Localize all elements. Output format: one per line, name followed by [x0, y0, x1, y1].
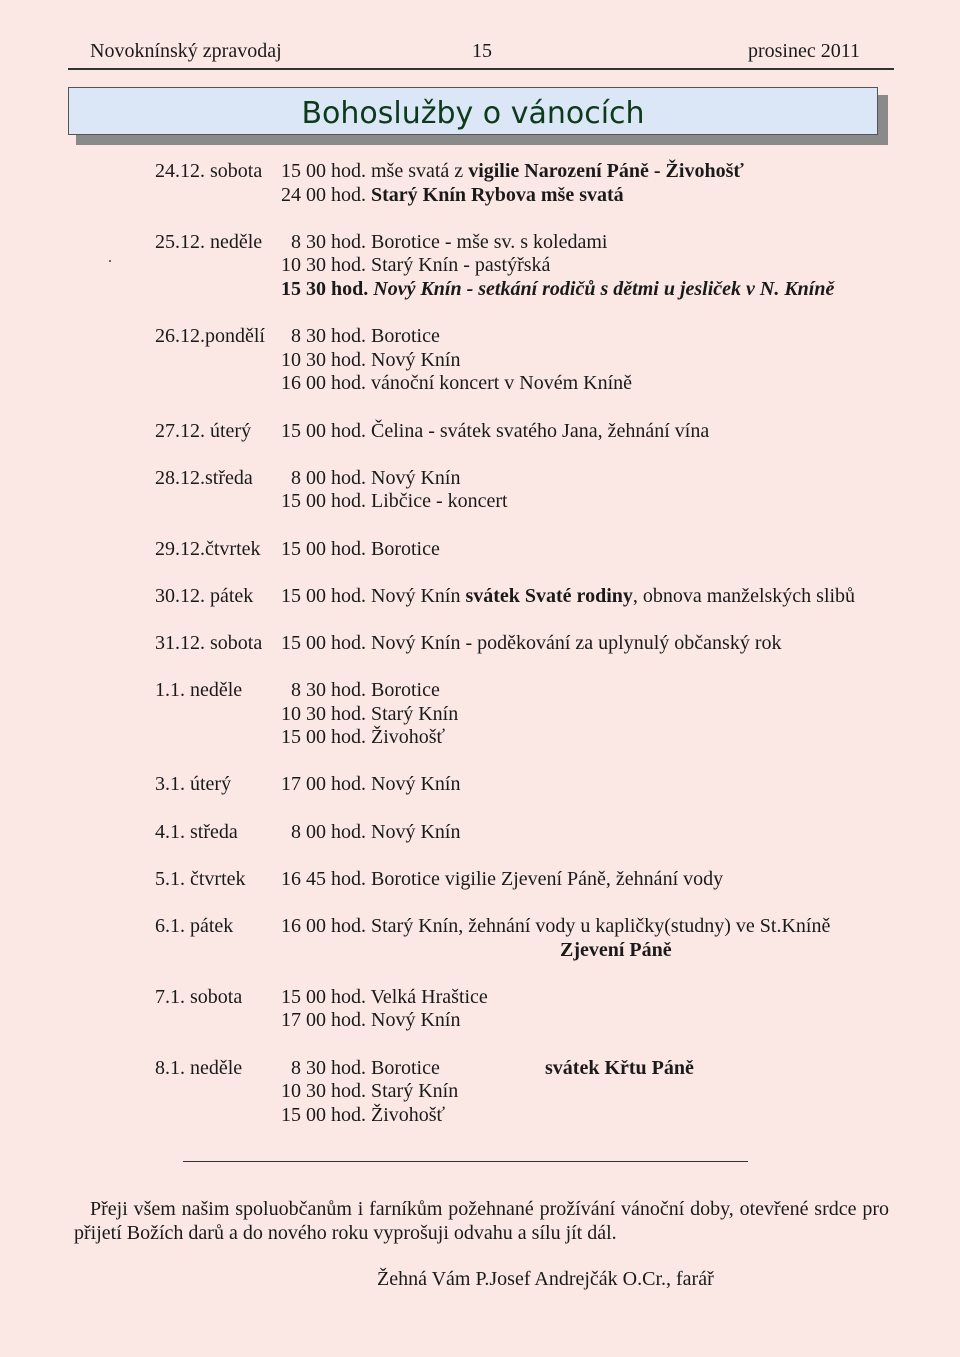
- schedule-line: [155, 1080, 915, 1104]
- schedule-day: [155, 467, 915, 514]
- entry-text: 8 00 hod. Nový Knín: [291, 820, 461, 843]
- schedule-day: [155, 420, 915, 444]
- entry-text: 17 00 hod. Nový Knín: [281, 1009, 461, 1032]
- schedule-line: [155, 1009, 915, 1033]
- entry-text: 16 00 hod. Starý Knín, žehnání vody u kapličky(studny) ve St.Kníně: [281, 915, 831, 937]
- schedule-entry: [281, 490, 508, 514]
- entry-text: 16 45 hod. Borotice vigilie Zjevení Páně, žehnání vody: [281, 867, 724, 890]
- schedule-date: 7.1. sobota: [155, 985, 243, 1008]
- schedule-date: 27.12. úterý: [155, 419, 252, 442]
- entry-text: 10 30 hod. Starý Knín - pastýřská: [281, 254, 551, 277]
- day-spacer: [155, 797, 915, 821]
- entry-text: 8 30 hod. Borotice - mše sv. s koledami: [291, 230, 608, 253]
- entry-text: 8 30 hod. Borotice: [291, 679, 440, 702]
- schedule-entry: [281, 160, 744, 184]
- schedule-day: [155, 773, 915, 797]
- schedule-entry: [281, 773, 460, 797]
- day-spacer: [155, 655, 915, 679]
- schedule-day: [155, 1057, 915, 1128]
- title-banner: [68, 87, 878, 135]
- schedule-entry: [291, 325, 440, 349]
- entry-text: 15 00 hod. mše svatá z: [281, 160, 469, 182]
- day-spacer: [155, 608, 915, 632]
- entry-text: 15 00 hod. Nový Knín - poděkování za uplynulý občanský rok: [281, 631, 782, 654]
- schedule-entry: [281, 349, 460, 373]
- separator-rule: [183, 1161, 748, 1162]
- schedule-day: [155, 986, 915, 1033]
- entry-text: 15 00 hod. Velká Hraštice: [281, 985, 488, 1008]
- entry-text: Starý Knín Rybova mše svatá: [371, 183, 624, 206]
- schedule-entry: [281, 986, 488, 1010]
- schedule-entry: [281, 254, 550, 278]
- schedule-line: [155, 538, 915, 562]
- entry-text: 24 00 hod.: [281, 183, 371, 206]
- schedule-date: 4.1. středa: [155, 820, 238, 843]
- schedule-day: [155, 821, 915, 845]
- schedule-date: 3.1. úterý: [155, 773, 232, 796]
- page-header: [90, 40, 860, 68]
- entry-text: 15 00 hod. Libčice - koncert: [281, 490, 508, 513]
- schedule-line: [155, 420, 915, 444]
- schedule-line: [155, 726, 915, 750]
- schedule-line: [155, 254, 915, 278]
- entry-text: 15 00 hod. Živohošť: [281, 726, 446, 749]
- schedule-entry: [291, 821, 460, 845]
- entry-text: 8 00 hod. Nový Knín: [291, 466, 461, 489]
- schedule-entry: [291, 467, 460, 491]
- schedule-line: [155, 585, 915, 609]
- entry-text: 15 00 hod. Borotice: [281, 537, 440, 560]
- page-number: 15: [472, 40, 492, 62]
- schedule-entry: [281, 1009, 460, 1033]
- entry-text: 15 00 hod. Živohošť: [281, 1103, 446, 1126]
- schedule-entry: [281, 585, 855, 609]
- schedule-day: [155, 632, 915, 656]
- entry-text: 10 30 hod. Nový Knín: [281, 348, 461, 371]
- schedule-entry: [281, 915, 830, 939]
- day-spacer: [155, 750, 915, 774]
- schedule-day: [155, 231, 915, 302]
- mass-schedule: [155, 160, 915, 1127]
- schedule-line: [155, 986, 915, 1010]
- schedule-date: 30.12. pátek: [155, 584, 254, 607]
- entry-text: svátek Svaté rodiny: [465, 584, 633, 607]
- schedule-line: [155, 679, 915, 703]
- schedule-day: [155, 679, 915, 750]
- schedule-line: [155, 278, 915, 302]
- schedule-day: [155, 325, 915, 396]
- schedule-date: 5.1. čtvrtek: [155, 867, 246, 890]
- schedule-line: [155, 1104, 915, 1128]
- entry-text: 16 00 hod. vánoční koncert v Novém Kníně: [281, 372, 633, 395]
- schedule-entry: [291, 679, 440, 703]
- schedule-date: 29.12.čtvrtek: [155, 537, 261, 560]
- day-spacer: [155, 891, 915, 915]
- schedule-line: [155, 325, 915, 349]
- schedule-line: [155, 1057, 915, 1081]
- entry-text: 15 00 hod. Nový Knín: [281, 584, 466, 607]
- schedule-entry: [281, 632, 781, 656]
- day-spacer: [155, 514, 915, 538]
- schedule-entry: [281, 420, 709, 444]
- schedule-entry: [291, 231, 607, 255]
- schedule-entry: [281, 1080, 458, 1104]
- signature: Žehná Vám P.Josef Andrejčák O.Cr., farář: [377, 1268, 714, 1290]
- day-spacer: [155, 207, 915, 231]
- schedule-line: [155, 490, 915, 514]
- schedule-line: [155, 703, 915, 727]
- schedule-date: 31.12. sobota: [155, 631, 263, 654]
- schedule-entry: [281, 726, 445, 750]
- entry-text: , obnova manželských slibů: [632, 584, 856, 607]
- schedule-date: 8.1. neděle: [155, 1056, 243, 1079]
- schedule-entry: [281, 703, 458, 727]
- schedule-line: [155, 349, 915, 373]
- schedule-entry: [291, 1057, 440, 1081]
- schedule-line: [155, 773, 915, 797]
- schedule-line: [155, 160, 915, 184]
- schedule-day: [155, 538, 915, 562]
- feast-note: Zjevení Páně: [560, 938, 672, 961]
- feast-note: svátek Křtu Páně: [545, 1056, 694, 1079]
- schedule-line: [155, 915, 915, 939]
- header-rule: [68, 68, 894, 70]
- greeting-text: Přeji všem našim spoluobčanům i farníkům požehnané prožívání vánoční doby, otevřené srdce pro přijetí Božích darů a do nového roku vyprošuji odvahu a sílu jít dál.: [74, 1198, 889, 1244]
- entry-text: 10 30 hod. Starý Knín: [281, 702, 459, 725]
- entry-text: 10 30 hod. Starý Knín: [281, 1080, 459, 1103]
- schedule-date: 28.12.středa: [155, 466, 253, 489]
- schedule-entry: [281, 868, 723, 892]
- schedule-line: [155, 939, 915, 963]
- schedule-entry: [281, 1104, 445, 1128]
- schedule-day: [155, 868, 915, 892]
- entry-text: 8 30 hod. Borotice: [291, 1056, 440, 1079]
- newsletter-name: Novoknínský zpravodaj: [90, 40, 282, 62]
- schedule-line: [155, 372, 915, 396]
- day-spacer: [155, 962, 915, 986]
- schedule-day: [155, 585, 915, 609]
- schedule-entry: [281, 538, 440, 562]
- issue-date: prosinec 2011: [747, 40, 860, 62]
- schedule-line: [155, 184, 915, 208]
- schedule-entry: [281, 372, 632, 396]
- schedule-line: [155, 231, 915, 255]
- schedule-line: [155, 821, 915, 845]
- schedule-entry: [281, 184, 624, 208]
- day-spacer: [155, 443, 915, 467]
- schedule-day: [155, 915, 915, 962]
- day-spacer: [155, 844, 915, 868]
- schedule-entry: [281, 278, 834, 302]
- entry-text: 8 30 hod. Borotice: [291, 325, 440, 348]
- schedule-line: [155, 632, 915, 656]
- day-spacer: [155, 561, 915, 585]
- entry-text: Nový Knín - setkání rodičů s dětmi u jesliček v N. Kníně: [373, 277, 835, 300]
- page-title: Bohoslužby o vánocích: [301, 96, 645, 131]
- schedule-date: 1.1. neděle: [155, 679, 243, 702]
- entry-text: 15 00 hod. Čelina - svátek svatého Jana, žehnání vína: [281, 419, 710, 442]
- greeting-paragraph: [74, 1197, 889, 1245]
- entry-text: 15 30 hod.: [281, 277, 374, 300]
- schedule-date: 6.1. pátek: [155, 915, 234, 937]
- schedule-line: [155, 868, 915, 892]
- day-spacer: [155, 302, 915, 326]
- schedule-date: 24.12. sobota: [155, 160, 263, 182]
- schedule-line: [155, 467, 915, 491]
- schedule-date: 26.12.pondělí: [155, 325, 265, 348]
- entry-text: 17 00 hod. Nový Knín: [281, 773, 461, 796]
- schedule-date: 25.12. neděle: [155, 230, 263, 253]
- day-spacer: [155, 396, 915, 420]
- entry-text: vigilie Narození Páně - Živohošť: [468, 160, 744, 182]
- stray-dot: [109, 260, 111, 262]
- day-spacer: [155, 1033, 915, 1057]
- schedule-day: [155, 160, 915, 207]
